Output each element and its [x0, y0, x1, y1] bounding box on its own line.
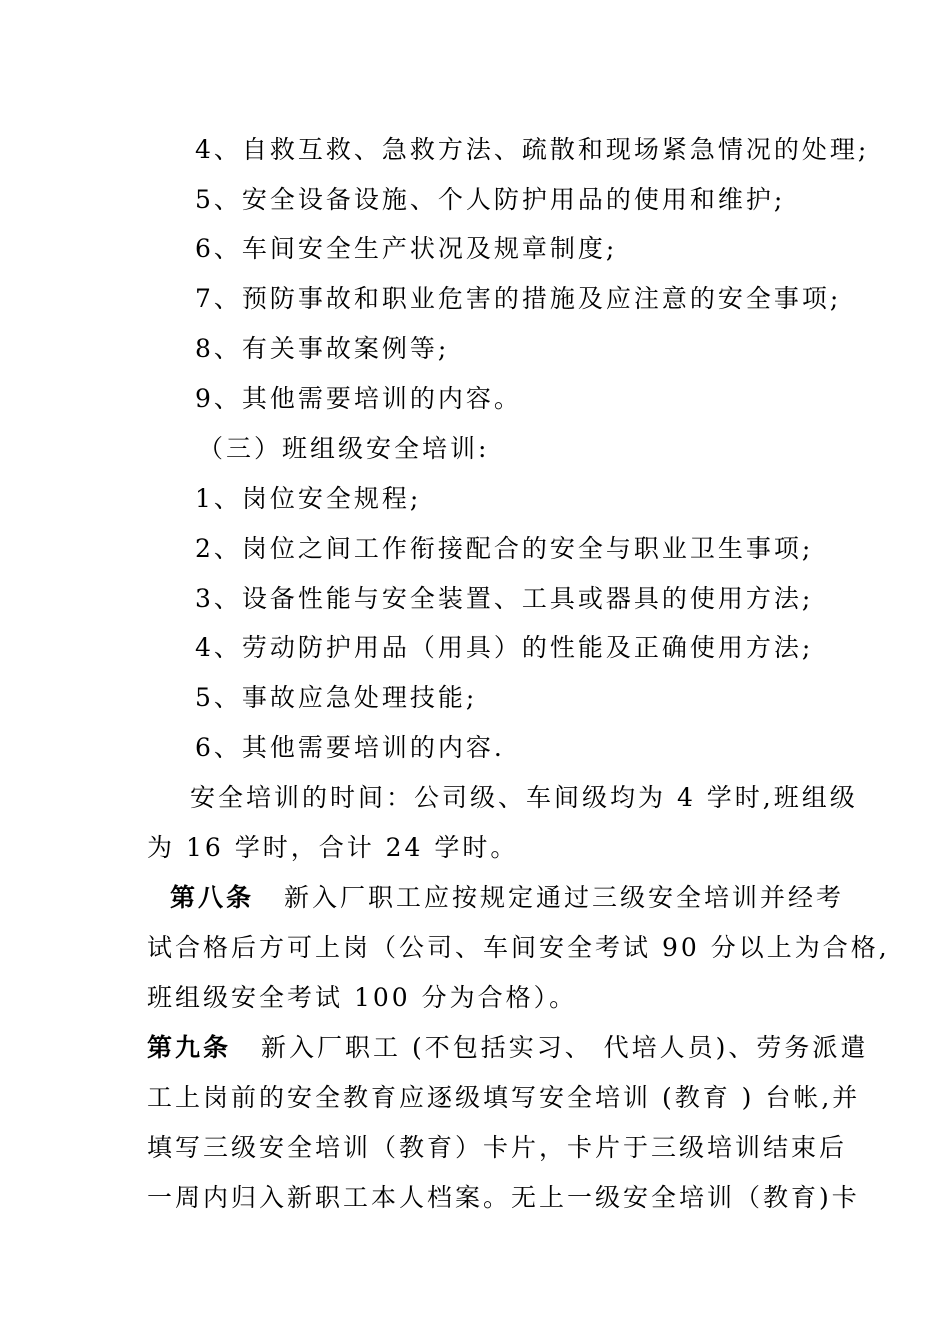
article-8-text: 试合格后方可上岗（公司、车间安全考试 90 分以上为合格, — [147, 933, 890, 962]
training-time-text: 为 16 学时，合计 24 学时。 — [147, 833, 519, 862]
list-item: 6、车间安全生产状况及规章制度; — [195, 234, 618, 263]
list-item: 1、岗位安全规程; — [195, 484, 422, 513]
list-item: 8、有关事故案例等; — [195, 334, 450, 363]
list-item: 7、预防事故和职业危害的措施及应注意的安全事项; — [195, 284, 842, 313]
list-item: 9、其他需要培训的内容。 — [195, 384, 522, 413]
list-item: 4、自救互救、急救方法、疏散和现场紧急情况的处理; — [195, 135, 870, 164]
list-item: 3、设备性能与安全装置、工具或器具的使用方法; — [195, 584, 814, 613]
list-item: 4、劳动防护用品（用具）的性能及正确使用方法; — [195, 633, 814, 662]
training-time-text: 安全培训的时间：公司级、车间级均为 4 学时,班组级 — [190, 783, 858, 812]
list-item: 5、事故应急处理技能; — [195, 683, 478, 712]
list-item: 5、安全设备设施、个人防护用品的使用和维护; — [195, 185, 786, 214]
list-item: 6、其他需要培训的内容. — [195, 733, 505, 762]
article-9-text: 一周内归入新职工本人档案。无上一级安全培训（教育)卡 — [147, 1183, 860, 1212]
article-8-text: 班组级安全考试 100 分为合格）。 — [147, 983, 578, 1012]
article-9-text: 新入厂职工 (不包括实习、 代培人员)、劳务派遣 — [261, 1033, 869, 1062]
article-9-text: 填写三级安全培训（教育）卡片，卡片于三级培训结束后 — [147, 1133, 848, 1162]
list-item: 2、岗位之间工作衔接配合的安全与职业卫生事项; — [195, 534, 814, 563]
article-9-text: 工上岗前的安全教育应逐级填写安全培训 (教育 ) 台帐,并 — [147, 1083, 861, 1112]
section-heading: （三）班组级安全培训: — [198, 434, 490, 463]
article-9-first-line — [147, 1031, 868, 1065]
article-8-text: 新入厂职工应按规定通过三级安全培训并经考 — [284, 883, 845, 912]
article-9-heading: 第九条 — [147, 1033, 232, 1062]
article-8-first-line — [170, 881, 844, 915]
article-8-heading: 第八条 — [170, 883, 255, 912]
